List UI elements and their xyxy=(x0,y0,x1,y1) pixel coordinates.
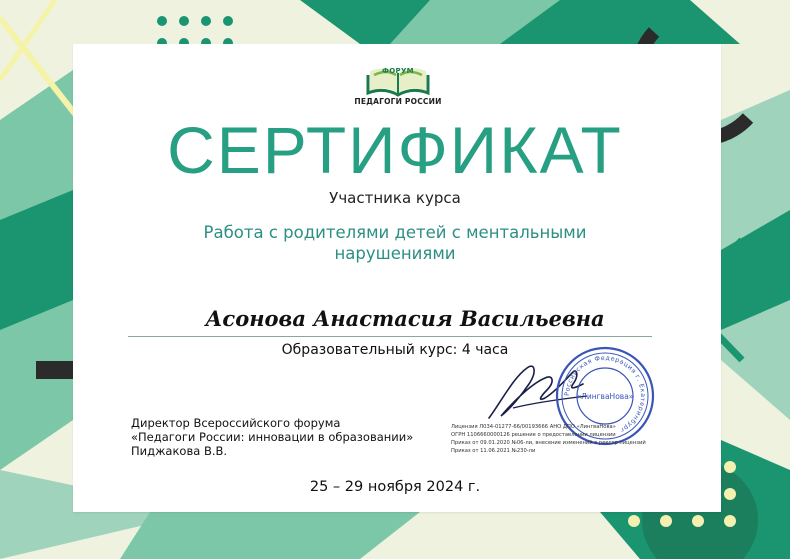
course-title xyxy=(180,222,610,264)
license-line-2: ОГРН 1106660000126 решение о предоставлении лицензии xyxy=(451,432,616,438)
logo-top-text: ФОРУМ xyxy=(382,67,414,75)
license-line-3: Приказ от 09.01.2020 №06-ли, внесение изменений в реестр лицензий xyxy=(451,440,646,446)
participant-name: Асонова Анастасия Васильевна xyxy=(205,306,605,331)
director-name: Пиджакова В.В. xyxy=(131,444,228,458)
logo-bottom-text: ПЕДАГОГИ РОССИИ xyxy=(354,97,442,106)
name-underline xyxy=(128,336,652,337)
certificate-subtitle: Участника курса xyxy=(329,189,461,207)
director-block xyxy=(131,416,461,458)
forum-logo xyxy=(326,57,470,117)
course-title-line-2: нарушениями xyxy=(334,244,456,263)
course-hours: Образовательный курс: 4 часа xyxy=(281,342,509,358)
director-organization: «Педагоги России: инновации в образовании» xyxy=(131,430,414,444)
license-info xyxy=(451,423,681,455)
license-line-1: Лицензия Л034-01277-66/00193666 АНО ДПО «ЛингваНова» xyxy=(451,424,616,430)
stamp-center-text: «ЛингваНова» xyxy=(576,392,634,401)
certificate-date: 25 – 29 ноября 2024 г. xyxy=(309,479,481,495)
stamp-ring-text: Российская Федерация г. Екатеринбург xyxy=(563,354,647,434)
certificate-title: СЕРТИФИКАТ xyxy=(167,113,623,187)
license-line-4: Приказ от 11.06.2021 №230-ли xyxy=(451,448,536,454)
book-logo-icon xyxy=(362,57,434,99)
course-title-line-1: Работа с родителями детей с ментальными xyxy=(203,223,587,242)
director-title: Директор Всероссийского форума xyxy=(131,416,341,430)
